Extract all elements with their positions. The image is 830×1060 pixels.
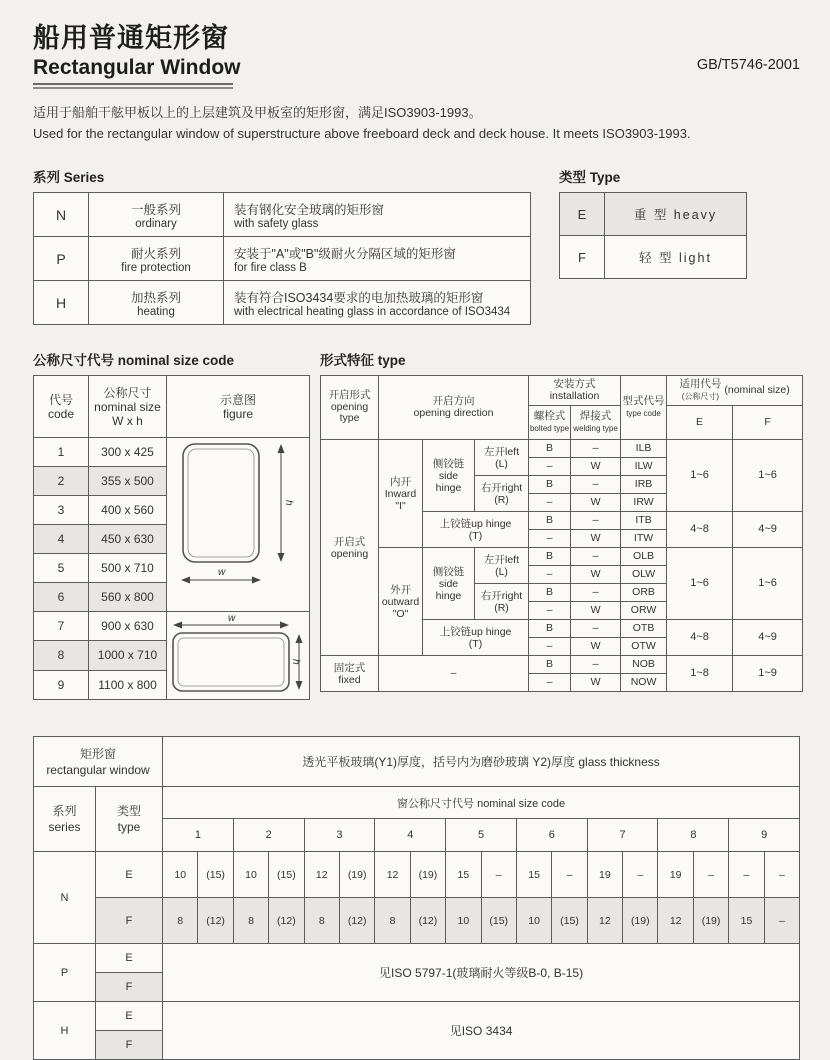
feat-welding-value: W [571, 530, 621, 548]
glass-value: – [552, 852, 587, 898]
feat-type-code-value: ILB [621, 440, 667, 458]
feat-dir-right-cell [475, 584, 529, 620]
glass-thickness-table [33, 736, 800, 1060]
feat-welding-value: W [571, 566, 621, 584]
feat-col-opening-en2: type [339, 412, 360, 425]
glass-size-code: 8 [658, 819, 729, 852]
glass-value: 15 [516, 852, 551, 898]
series-section [33, 166, 531, 325]
feat-bolted-value: – [529, 638, 571, 656]
feat-dir-left-line2: (L) [495, 565, 508, 578]
glass-type-e: E [96, 852, 163, 898]
glass-value: – [481, 852, 516, 898]
glass-size-code: 6 [516, 819, 587, 852]
feat-col-installation [529, 376, 621, 406]
landscape-window-figure [167, 612, 310, 700]
size-col-code-cn: 代号 [48, 392, 73, 407]
glass-window-header-en: rectangular window [46, 762, 150, 777]
glass-value: 19 [587, 852, 622, 898]
series-name [89, 237, 224, 281]
feat-fixed-cn: 固定式 [333, 661, 366, 674]
size-value-cell: 400 x 560 [89, 496, 167, 525]
feat-col-f: F [733, 406, 803, 440]
size-value-cell: 355 x 500 [89, 467, 167, 496]
glass-value: 10 [516, 898, 551, 944]
glass-type-f: F [96, 1031, 163, 1060]
feat-inward-symbol: "I" [395, 499, 406, 512]
feat-col-type-code-cn: 型式代号 [622, 395, 665, 407]
feat-col-nominal-cn [679, 379, 721, 402]
feat-dir-right-line2: (R) [494, 601, 509, 614]
feat-welding-value: – [571, 512, 621, 530]
glass-h-note: 见ISO 3434 [163, 1002, 800, 1060]
series-table [33, 192, 531, 325]
portrait-window-figure [167, 438, 310, 612]
feat-type-code-value: OLB [621, 548, 667, 566]
size-col-size-cn: 公称尺寸 [103, 385, 152, 400]
glass-value: 8 [163, 898, 198, 944]
feat-range-e: 1~6 [667, 548, 733, 620]
size-section [33, 349, 310, 700]
feat-col-nominal-cn1: 适用代号 [679, 378, 722, 390]
glass-value: 8 [375, 898, 410, 944]
feat-col-type-code-en: type code [626, 408, 661, 418]
feat-inward-cn: 内开 [390, 475, 411, 488]
glass-series-header-cn: 系列 [52, 804, 77, 818]
feat-type-code-value: OLW [621, 566, 667, 584]
feat-bolted-value: B [529, 548, 571, 566]
glass-value: 15 [729, 898, 764, 944]
glass-value: (12) [269, 898, 304, 944]
page-title-cn: 船用普通矩形窗 [33, 23, 229, 53]
type-section [559, 166, 747, 279]
glass-type-header [96, 787, 163, 852]
feat-fixed-cell [321, 656, 379, 692]
size-code-cell: 7 [34, 612, 89, 641]
glass-nominal-header: 窗公称尺寸代号 nominal size code [163, 787, 800, 819]
glass-value: – [764, 898, 799, 944]
feat-col-install-cn: 安装方式 [553, 378, 596, 390]
feat-side-hinge-en2: hinge [435, 481, 462, 494]
series-desc-en: for fire class B [234, 261, 307, 274]
series-desc-cn: 装有钢化安全玻璃的矩形窗 [234, 202, 385, 217]
type-table [559, 192, 747, 279]
glass-value: 12 [658, 898, 693, 944]
feat-welding-value: W [571, 674, 621, 692]
intro-paragraph [33, 102, 802, 144]
feat-welding-value: – [571, 656, 621, 674]
glass-value: – [764, 852, 799, 898]
series-heading: 系列 Series [33, 170, 105, 185]
size-col-size-en: nominal size [94, 399, 161, 414]
feat-bolted-value: – [529, 458, 571, 476]
feat-side-hinge-cn: 侧铰链 [432, 457, 465, 470]
feat-dir-left-cell [475, 440, 529, 476]
glass-type-header-cn: 类型 [117, 804, 142, 818]
feat-type-code-value: ITW [621, 530, 667, 548]
size-code-cell: 5 [34, 554, 89, 583]
feat-bolted-value: B [529, 584, 571, 602]
intro-line-en: Used for the rectangular window of superstructure above freeboard deck and deck house. It meets ISO3903-1993. [33, 126, 691, 141]
feat-bolted-value: – [529, 566, 571, 584]
intro-line-cn: 适用于船舶干舷甲板以上的上层建筑及甲板室的矩形窗，满足ISO3903-1993。 [33, 105, 482, 120]
series-desc-en: with safety glass [234, 217, 319, 230]
feat-type-code-value: ORB [621, 584, 667, 602]
feat-type-code-value: ITB [621, 512, 667, 530]
figure-w-label: w [218, 567, 226, 578]
glass-value: (19) [410, 852, 445, 898]
size-col-figure-cn: 示意图 [219, 392, 256, 407]
feat-up-hinge-line1: 上铰链up hinge [439, 517, 512, 530]
feat-dir-right-cell [475, 476, 529, 512]
feat-bolted-value: B [529, 512, 571, 530]
feat-range-f: 1~6 [733, 548, 803, 620]
size-col-size-unit: W x h [112, 413, 143, 428]
glass-p-note: 见ISO 5797-1(玻璃耐火等级B-0, B-15) [163, 944, 800, 1002]
feat-col-nominal-cn2: (公称尺寸) [681, 391, 720, 401]
feat-up-hinge-cell [423, 620, 529, 656]
feat-type-code-value: IRW [621, 494, 667, 512]
standard-number: GB/T5746-2001 [696, 57, 800, 73]
glass-series-n: N [34, 852, 96, 944]
feat-up-hinge-cell [423, 512, 529, 548]
feat-outward-symbol: "O" [392, 607, 409, 620]
type-label: 轻 型 light [605, 236, 747, 279]
glass-value: (15) [269, 852, 304, 898]
feat-fixed-en: fixed [338, 673, 361, 686]
feat-inward-cell [379, 440, 423, 548]
feat-bolted-value: B [529, 440, 571, 458]
feat-side-hinge-en1: side [438, 577, 459, 590]
feature-section [320, 349, 803, 692]
feature-heading: 形式特征 type [320, 353, 406, 368]
glass-value: (12) [410, 898, 445, 944]
feat-side-hinge-cell [423, 440, 475, 512]
feat-range-f: 4~9 [733, 620, 803, 656]
series-code: N [34, 193, 89, 237]
feat-welding-value: W [571, 602, 621, 620]
glass-size-code: 4 [375, 819, 446, 852]
feat-col-welding [571, 406, 621, 440]
glass-type-e: E [96, 1002, 163, 1031]
size-col-figure-en: figure [222, 406, 254, 421]
series-desc-en: with electrical heating glass in accordance of ISO3434 [234, 305, 511, 318]
feat-welding-value: – [571, 476, 621, 494]
nominal-size-table [33, 375, 310, 700]
feat-opening-cn: 开启式 [333, 535, 366, 548]
feat-range-e: 1~8 [667, 656, 733, 692]
series-code: H [34, 281, 89, 325]
feat-welding-value: – [571, 584, 621, 602]
glass-value: 12 [304, 852, 339, 898]
glass-window-header-cn: 矩形窗 [80, 746, 117, 761]
feat-outward-cell [379, 548, 423, 656]
series-desc-cn: 装有符合ISO3434要求的电加热玻璃的矩形窗 [234, 290, 484, 305]
feat-type-code-value: OTB [621, 620, 667, 638]
glass-value: 15 [446, 852, 481, 898]
glass-series-header [34, 787, 96, 852]
size-code-cell: 1 [34, 438, 89, 467]
feat-range-f: 1~9 [733, 656, 803, 692]
title-underline [33, 83, 233, 89]
page-header [33, 16, 802, 89]
feat-up-hinge-line1: 上铰链up hinge [439, 625, 512, 638]
feat-bolted-value: B [529, 620, 571, 638]
size-code-cell: 6 [34, 583, 89, 612]
form-feature-table [320, 375, 803, 692]
feat-side-hinge-en1: side [438, 469, 459, 482]
feat-side-hinge-en2: hinge [435, 589, 462, 602]
glass-value: 10 [446, 898, 481, 944]
glass-value: 10 [233, 852, 268, 898]
feat-bolted-value: – [529, 530, 571, 548]
size-value-cell: 300 x 425 [89, 438, 167, 467]
glass-series-header-en: series [48, 820, 81, 834]
size-value-cell: 450 x 630 [89, 525, 167, 554]
feat-bolted-value: – [529, 674, 571, 692]
size-code-cell: 8 [34, 641, 89, 670]
feat-welding-value: W [571, 494, 621, 512]
feat-col-bolted [529, 406, 571, 440]
figure-h-label: h [290, 659, 301, 665]
feat-welding-value: W [571, 638, 621, 656]
feat-bolted-value: B [529, 476, 571, 494]
size-value-cell: 1000 x 710 [89, 641, 167, 670]
type-heading: 类型 Type [559, 170, 621, 185]
glass-value: 19 [658, 852, 693, 898]
feat-col-nominal-en: (nominal size) [724, 383, 790, 396]
type-code: F [560, 236, 605, 279]
feat-bolted-value: B [529, 656, 571, 674]
series-name-cn: 耐火系列 [130, 246, 181, 261]
glass-value: (15) [552, 898, 587, 944]
size-col-code [34, 376, 89, 438]
glass-value: (19) [693, 898, 728, 944]
feat-range-e: 4~8 [667, 620, 733, 656]
glass-value: (15) [481, 898, 516, 944]
glass-value: – [693, 852, 728, 898]
series-name-cn: 一般系列 [130, 202, 181, 217]
glass-size-code: 2 [233, 819, 304, 852]
glass-value: (15) [198, 852, 233, 898]
series-name-en: ordinary [135, 217, 177, 230]
feat-range-e: 4~8 [667, 512, 733, 548]
feat-range-e: 1~6 [667, 440, 733, 512]
glass-value: – [729, 852, 764, 898]
feat-col-install-en: installation [549, 389, 600, 402]
size-col-size [89, 376, 167, 438]
feat-col-bolted-cn: 螺栓式 [533, 410, 566, 422]
feat-range-f: 1~6 [733, 440, 803, 512]
figure-h-label: h [283, 500, 294, 506]
series-name [89, 281, 224, 325]
feat-up-hinge-line2: (T) [468, 529, 483, 542]
size-code-cell: 4 [34, 525, 89, 554]
feat-col-welding-en: welding type [573, 423, 618, 433]
size-code-cell: 2 [34, 467, 89, 496]
feat-col-direction [379, 376, 529, 440]
glass-size-code: 3 [304, 819, 375, 852]
size-value-cell: 900 x 630 [89, 612, 167, 641]
feat-col-welding-cn: 焊接式 [579, 410, 612, 422]
feat-welding-value: – [571, 548, 621, 566]
figure-w-label: w [228, 613, 236, 624]
size-value-cell: 560 x 800 [89, 583, 167, 612]
series-desc [224, 237, 531, 281]
size-value-cell: 500 x 710 [89, 554, 167, 583]
feat-col-bolted-en: bolted type [529, 423, 570, 433]
glass-value: 12 [587, 898, 622, 944]
feat-col-direction-en: opening direction [413, 406, 494, 419]
glass-value: 8 [304, 898, 339, 944]
feat-type-code-value: ORW [621, 602, 667, 620]
glass-type-e: E [96, 944, 163, 973]
feat-inward-en: Inward [384, 487, 417, 500]
feat-type-code-value: NOW [621, 674, 667, 692]
glass-series-p: P [34, 944, 96, 1002]
feat-dir-right-line1: 右开right [480, 589, 523, 602]
feat-dir-right-line1: 右开right [480, 481, 523, 494]
size-code-cell: 9 [34, 670, 89, 699]
series-name-en: fire protection [121, 261, 191, 274]
series-desc [224, 281, 531, 325]
feat-side-hinge-cell [423, 548, 475, 620]
type-code: E [560, 193, 605, 236]
feat-col-e: E [667, 406, 733, 440]
series-desc-cn: 安装于"A"或"B"级耐火分隔区域的矩形窗 [234, 246, 456, 261]
feat-col-nominal [667, 376, 803, 406]
series-code: P [34, 237, 89, 281]
feat-col-opening-cn: 开启形式 [328, 389, 371, 402]
feat-type-code-value: NOB [621, 656, 667, 674]
feat-col-opening-en1: opening [330, 400, 369, 413]
size-code-cell: 3 [34, 496, 89, 525]
glass-size-code: 9 [729, 819, 800, 852]
glass-size-code: 7 [587, 819, 658, 852]
feat-col-direction-cn: 开启方向 [432, 395, 475, 407]
glass-type-header-en: type [117, 820, 141, 834]
glass-type-f: F [96, 898, 163, 944]
feat-bolted-value: – [529, 494, 571, 512]
feat-welding-value: W [571, 458, 621, 476]
size-heading: 公称尺寸代号 nominal size code [33, 353, 235, 368]
page-title-en: Rectangular Window [33, 56, 241, 79]
glass-value: 8 [233, 898, 268, 944]
feat-col-type-code [621, 376, 667, 440]
glass-window-header [34, 737, 163, 787]
glass-series-h: H [34, 1002, 96, 1060]
feat-outward-en: outward [381, 595, 420, 608]
size-value-cell: 1100 x 800 [89, 670, 167, 699]
glass-value: (19) [623, 898, 658, 944]
glass-thickness-header: 透光平板玻璃(Y1)厚度，括号内为磨砂玻璃 Y2)厚度 glass thickness [163, 737, 800, 787]
feat-side-hinge-cn: 侧铰链 [432, 565, 465, 578]
feat-up-hinge-line2: (T) [468, 637, 483, 650]
glass-size-code: 1 [163, 819, 234, 852]
glass-type-f: F [96, 973, 163, 1002]
feat-welding-value: – [571, 440, 621, 458]
series-name-cn: 加热系列 [130, 290, 181, 305]
feat-dir-left-line1: 左开left [484, 553, 520, 566]
feat-dir-left-cell [475, 548, 529, 584]
feat-dir-left-line2: (L) [495, 457, 508, 470]
glass-value: (19) [339, 852, 374, 898]
glass-size-code: 5 [446, 819, 517, 852]
glass-value: 10 [163, 852, 198, 898]
feat-bolted-value: – [529, 602, 571, 620]
type-label: 重 型 heavy [605, 193, 747, 236]
feat-opening-en: opening [330, 547, 369, 560]
feat-type-code-value: ILW [621, 458, 667, 476]
feat-type-code-value: OTW [621, 638, 667, 656]
glass-value: – [623, 852, 658, 898]
glass-value: (12) [198, 898, 233, 944]
feat-type-code-value: IRB [621, 476, 667, 494]
feat-dir-right-line2: (R) [494, 493, 509, 506]
feat-dir-left-line1: 左开left [484, 445, 520, 458]
series-name-en: heating [137, 305, 175, 318]
feat-col-opening-type [321, 376, 379, 440]
feat-range-f: 4~9 [733, 512, 803, 548]
glass-value: 12 [375, 852, 410, 898]
series-name [89, 193, 224, 237]
feat-fixed-direction-cell: – [379, 656, 529, 692]
feat-opening-cell [321, 440, 379, 656]
size-col-figure [167, 376, 310, 438]
feat-outward-cn: 外开 [390, 583, 411, 596]
size-col-code-en: code [47, 406, 75, 421]
glass-value: (12) [339, 898, 374, 944]
feat-welding-value: – [571, 620, 621, 638]
series-desc [224, 193, 531, 237]
